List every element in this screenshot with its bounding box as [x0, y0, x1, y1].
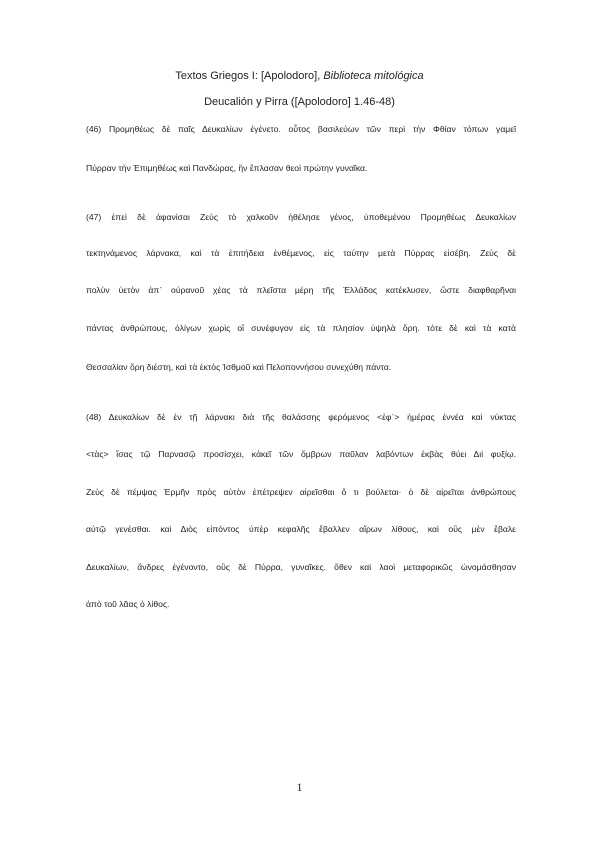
document-subtitle: Deucalión y Pirra ([Apolodoro] 1.46-48) [204, 96, 395, 108]
paragraph-47-line-5: Θεσσαλίαν ὄρη διέστη, καὶ τὰ ἐκτὸς Ἰσθμοῦ καὶ Πελοποννήσου συνεχύθη πάντα. [86, 362, 392, 372]
title-italic: Biblioteca mitológica [323, 70, 424, 82]
paragraph-47-line-4: πάντας ἀνθρώπους, ὀλίγων χωρὶς οἳ συνέφυγον εἰς τὰ πλησίον ὑψηλὰ ὄρη. τότε δὲ καὶ τὰ κατὰ [86, 323, 516, 333]
paragraph-46-line-1: (46) Προμηθέως δὲ παῖς Δευκαλίων ἐγένετο. οὗτος βασιλεύων τῶν περὶ τὴν Φθίαν τόπων γαμεῖ [86, 124, 516, 134]
paragraph-48-line-3: Ζεὺς δὲ πέμψας Ἑρμῆν πρὸς αὐτὸν ἐπέτρεψεν αἱρεῖσθαι ὅ τι βούλεται· ὁ δὲ αἱρεῖται ἀνθρώπους [86, 487, 516, 497]
paragraph-47-line-3: πολὺν ὑετὸν ἀπ᾽ οὐρανοῦ χέας τὰ πλεῖστα μέρη τῆς Ἑλλάδος κατέκλυσεν, ὥστε διαφθαρῆναι [86, 285, 516, 295]
document-title [0, 70, 599, 82]
paragraph-46-line-2: Πύρραν τὴν Ἐπιμηθέως καὶ Πανδώρας, ἣν ἔπλασαν θεοὶ πρώτην γυναῖκα. [86, 163, 368, 173]
paragraph-48-line-2: <τὰς> ἴσας τῷ Παρνασῷ προσίσχει, κἀκεῖ τῶν ὄμβρων παῦλαν λαβόντων ἐκβὰς θύει Διὶ φυξίῳ. [86, 449, 516, 459]
paragraph-47-line-2: τεκτηνάμενος λάρνακα, καὶ τὰ ἐπιτήδεια ἐνθέμενος, εἰς ταύτην μετὰ Πύρρας εἰσέβη. Ζεὺς δὲ [86, 248, 516, 258]
paragraph-48-line-6: ἀπὸ τοῦ λᾶας ὁ λίθος. [86, 599, 170, 609]
page-number: 1 [296, 780, 303, 794]
paragraph-48-line-4: αὐτῷ γενέσθαι. καὶ Διὸς εἰπόντος ὑπὲρ κεφαλῆς ἔβαλλεν αἴρων λίθους, καὶ οὓς μὲν ἔβαλε [86, 524, 516, 534]
paragraph-47-line-1: (47) ἐπεὶ δὲ ἀφανίσαι Ζεὺς τὸ χαλκοῦν ἠθέλησε γένος, ὑποθεμένου Προμηθέως Δευκαλίων [86, 212, 516, 222]
paragraph-48-line-1: (48) Δευκαλίων δὲ ἐν τῇ λάρνακι διὰ τῆς θαλάσσης φερόμενος <ἐφ᾽> ἡμέρας ἐννέα καὶ νύκτας [86, 412, 516, 422]
paragraph-48-line-5: Δευκαλίων, ἄνδρες ἐγένοντο, οὓς δὲ Πύρρα, γυναῖκες. ὅθεν καὶ λαοὶ μεταφορικῶς ὠνομάσθησαν [86, 562, 516, 572]
title-prefix: Textos Griegos I: [Apolodoro], [175, 70, 324, 82]
